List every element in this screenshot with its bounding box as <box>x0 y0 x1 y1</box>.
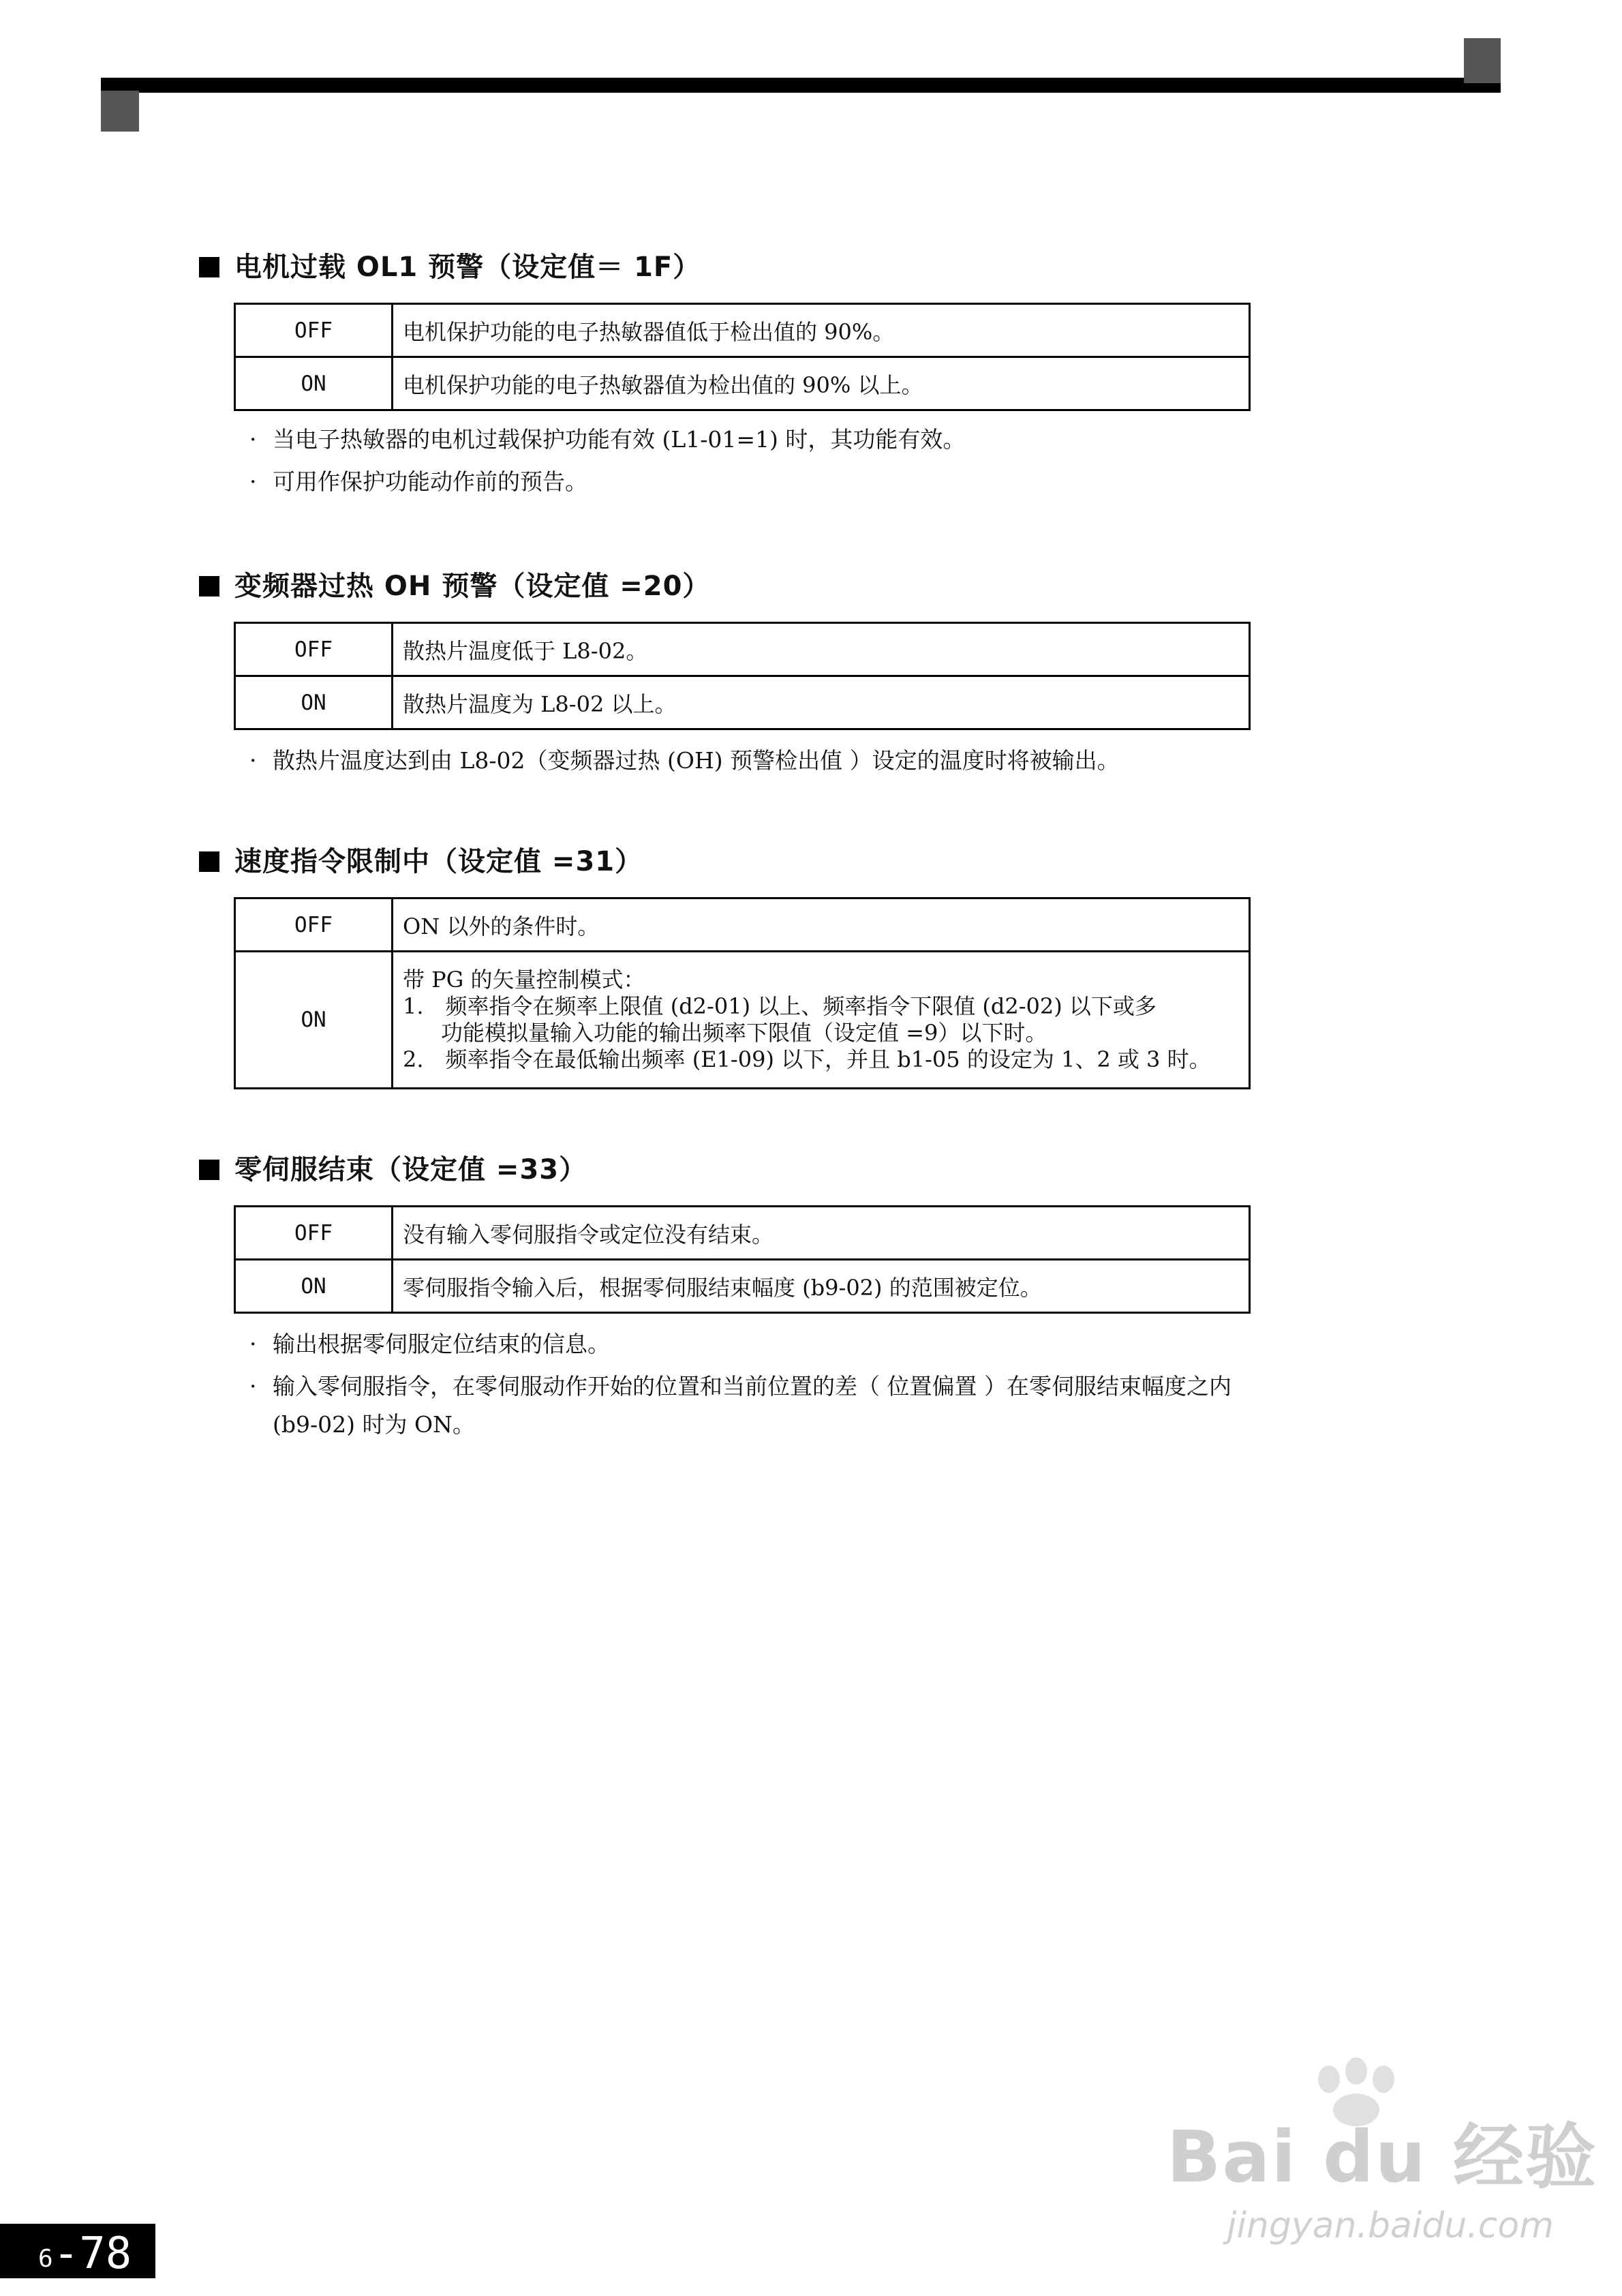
note-item: · 输入零伺服指令，在零伺服动作开始的位置和当前位置的差（ 位置偏置 ）在零伺服结束幅度之内 <box>249 1373 1231 1400</box>
desc-line: 带 PG 的矢量控制模式： <box>403 967 645 993</box>
spec-table-speed-limit <box>234 897 1251 1089</box>
note-continuation: (b9-02) 时为 ON。 <box>273 1411 475 1438</box>
section-title-zero-servo: 零伺服结束（设定值 =33） <box>199 1148 587 1187</box>
note-item: · 当电子热敏器的电机过载保护功能有效 (L1-01=1) 时，其功能有效。 <box>249 426 966 453</box>
desc-cell: 没有输入零伺服指令或定位没有结束。 <box>393 1207 1250 1260</box>
desc-cell: 零伺服指令输入后，根据零伺服结束幅度 (b9-02) 的范围被定位。 <box>393 1260 1250 1313</box>
spec-table-ol1 <box>234 303 1251 411</box>
note-item: · 可用作保护功能动作前的预告。 <box>249 468 587 495</box>
corner-block-right <box>1464 38 1501 83</box>
square-bullet-icon <box>199 1160 219 1180</box>
table-row <box>235 304 1250 357</box>
desc-line: 2. 频率指令在最低输出频率 (E1-09) 以下，并且 b1-05 的设定为 1、2 或 3 时。 <box>403 1046 1211 1072</box>
state-cell: ON <box>235 1260 393 1313</box>
square-bullet-icon <box>199 851 219 872</box>
state-cell: ON <box>235 952 393 1089</box>
watermark-site: jingyan.baidu.com <box>1227 2205 1554 2246</box>
table-row <box>235 1207 1250 1260</box>
desc-cell: ON 以外的条件时。 <box>393 898 1250 952</box>
desc-line: 1. 频率指令在频率上限值 (d2-01) 以上、频率指令下限值 (d2-02) 以下或多 <box>403 993 1157 1019</box>
table-row <box>235 623 1250 676</box>
watermark-logo-text: Bai du 经验 <box>1167 2115 1597 2199</box>
page-number: 6 -78 <box>0 2224 155 2278</box>
desc-cell: 散热片温度为 L8-02 以上。 <box>393 676 1250 729</box>
table-row <box>235 898 1250 952</box>
square-bullet-icon <box>199 257 219 277</box>
table-row <box>235 952 1250 1089</box>
spec-table-oh <box>234 622 1251 730</box>
desc-cell: 电机保护功能的电子热敏器值低于检出值的 90%。 <box>393 304 1250 357</box>
note-item: · 散热片温度达到由 L8-02（变频器过热 (OH) 预警检出值 ）设定的温度时将被输出。 <box>249 747 1120 774</box>
table-row <box>235 1260 1250 1313</box>
note-item: · 输出根据零伺服定位结束的信息。 <box>249 1331 610 1357</box>
header-rule <box>101 78 1501 93</box>
state-cell: OFF <box>235 304 393 357</box>
state-cell: OFF <box>235 623 393 676</box>
section-title-oh: 变频器过热 OH 预警（设定值 =20） <box>199 564 710 603</box>
spec-table-zero-servo <box>234 1205 1251 1314</box>
desc-cell: 散热片温度低于 L8-02。 <box>393 623 1250 676</box>
section-title-ol1: 电机过载 OL1 预警（设定值＝ 1F） <box>199 245 701 284</box>
state-cell: OFF <box>235 898 393 952</box>
table-row <box>235 357 1250 410</box>
state-cell: OFF <box>235 1207 393 1260</box>
corner-block-left <box>101 91 139 132</box>
table-row <box>235 676 1250 729</box>
state-cell: ON <box>235 357 393 410</box>
desc-line: 功能模拟量输入功能的输出频率下限值（设定值 =9）以下时。 <box>441 1020 1047 1046</box>
desc-cell <box>393 952 1250 1089</box>
baidu-watermark <box>1152 2052 1597 2270</box>
state-cell: ON <box>235 676 393 729</box>
square-bullet-icon <box>199 576 219 596</box>
section-title-speed-limit: 速度指令限制中（设定值 =31） <box>199 840 643 879</box>
desc-cell: 电机保护功能的电子热敏器值为检出值的 90% 以上。 <box>393 357 1250 410</box>
